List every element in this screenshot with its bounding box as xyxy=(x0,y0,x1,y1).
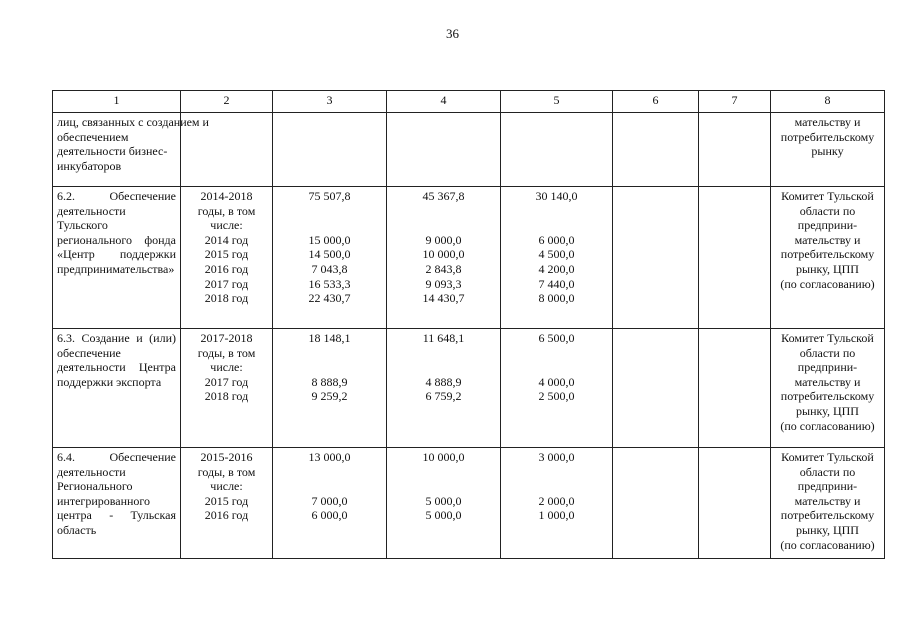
total-value: 18 148,1 xyxy=(308,331,351,345)
value-cell xyxy=(273,113,387,187)
value-cell xyxy=(387,113,501,187)
value-cell xyxy=(699,448,771,559)
year-label: 2016 год xyxy=(204,508,249,523)
activity-name-cell: 6.2. Обеспечение деятельности Тульского регионального фонда «Центр поддержки предпринимательства» xyxy=(53,187,181,329)
year-value: 16 533,3 xyxy=(308,276,351,291)
value-cell xyxy=(699,187,771,329)
period-line: годы, в том xyxy=(197,345,256,360)
value-cell xyxy=(699,329,771,448)
year-value: 6 000,0 xyxy=(311,508,348,523)
column-header: 4 xyxy=(387,91,501,113)
executor-line: области по xyxy=(799,203,856,218)
year-value: 10 000,0 xyxy=(422,247,465,262)
year-label: 2015 год xyxy=(204,493,249,508)
executor-line: области по xyxy=(799,345,856,360)
executor-cell xyxy=(771,187,885,329)
value-cell xyxy=(613,187,699,329)
year-value: 4 500,0 xyxy=(538,247,575,262)
year-value: 14 430,7 xyxy=(422,291,465,306)
executor-line: (по согласованию) xyxy=(780,537,875,552)
page-number: 36 xyxy=(446,26,459,41)
column-header: 7 xyxy=(699,91,771,113)
period-line: числе: xyxy=(210,360,243,375)
year-value: 9 259,2 xyxy=(311,389,348,404)
year-label: 2017 год xyxy=(204,374,249,389)
year-value: 7 000,0 xyxy=(311,493,348,508)
year-value: 5 000,0 xyxy=(425,493,462,508)
year-label: 2015 год xyxy=(204,247,249,262)
year-label: 2018 год xyxy=(204,389,249,404)
value-cell xyxy=(501,187,613,329)
executor-line: предприни- xyxy=(797,479,858,494)
value-cell xyxy=(501,329,613,448)
year-value: 1 000,0 xyxy=(538,508,575,523)
year-value: 6 759,2 xyxy=(425,389,462,404)
year-value: 15 000,0 xyxy=(308,232,351,247)
year-value: 2 000,0 xyxy=(538,493,575,508)
executor-line: рынку, ЦПП xyxy=(796,522,859,537)
year-value: 6 000,0 xyxy=(538,232,575,247)
executor-line: Комитет Тульской xyxy=(781,450,874,464)
year-label: 2016 год xyxy=(204,261,249,276)
value-cell xyxy=(273,448,387,559)
executor-line: потребительскому xyxy=(780,389,875,404)
total-value: 30 140,0 xyxy=(535,189,578,203)
executor-line: предприни- xyxy=(797,360,858,375)
executor-line: (по согласованию) xyxy=(780,418,875,433)
activity-name-cell: 6.3. Создание и (или) обеспечение деятельности Центра поддержки экспорта xyxy=(53,329,181,448)
value-cell xyxy=(501,448,613,559)
period-cell xyxy=(181,187,273,329)
year-value: 4 000,0 xyxy=(538,374,575,389)
period-line: 2014-2018 xyxy=(200,189,253,203)
executor-cell xyxy=(771,113,885,187)
value-cell xyxy=(387,187,501,329)
year-value: 22 430,7 xyxy=(308,291,351,306)
executor-line: области по xyxy=(799,464,856,479)
executor-line: потребительскому xyxy=(780,129,875,144)
period-line: числе: xyxy=(210,218,243,233)
year-value: 4 200,0 xyxy=(538,261,575,276)
table-row xyxy=(53,329,885,448)
total-value: 10 000,0 xyxy=(422,450,465,464)
program-table xyxy=(52,90,885,559)
period-line: 2017-2018 xyxy=(200,331,253,345)
activity-name-line: инкубаторов xyxy=(57,158,122,173)
period-cell xyxy=(181,448,273,559)
total-value: 11 648,1 xyxy=(422,331,465,345)
year-value: 5 000,0 xyxy=(425,508,462,523)
value-cell xyxy=(273,187,387,329)
activity-name-line: лиц, связанных с созданием и xyxy=(57,115,209,129)
year-value: 7 440,0 xyxy=(538,276,575,291)
column-header: 1 xyxy=(53,91,181,113)
executor-line: потребительскому xyxy=(780,247,875,262)
column-header: 3 xyxy=(273,91,387,113)
total-value: 45 367,8 xyxy=(422,189,465,203)
executor-line: потребительскому xyxy=(780,508,875,523)
column-header: 6 xyxy=(613,91,699,113)
period-line: числе: xyxy=(210,479,243,494)
table-row xyxy=(53,187,885,329)
executor-cell xyxy=(771,448,885,559)
executor-line: мательству и xyxy=(794,374,861,389)
year-label: 2017 год xyxy=(204,276,249,291)
executor-line: Комитет Тульской xyxy=(781,189,874,203)
year-value: 4 888,9 xyxy=(425,374,462,389)
value-cell xyxy=(501,113,613,187)
column-header: 5 xyxy=(501,91,613,113)
activity-name-cell: 6.4. Обеспечение деятельности Регионального интегрированного центра - Тульская область xyxy=(53,448,181,559)
period-line: 2015-2016 xyxy=(200,450,253,464)
executor-line: (по согласованию) xyxy=(780,276,875,291)
year-value: 2 500,0 xyxy=(538,389,575,404)
value-cell xyxy=(387,329,501,448)
year-value: 8 000,0 xyxy=(538,291,575,306)
total-value: 3 000,0 xyxy=(538,450,575,464)
year-value: 7 043,8 xyxy=(311,261,348,276)
year-value: 9 000,0 xyxy=(425,232,462,247)
total-value: 6 500,0 xyxy=(538,331,575,345)
value-cell xyxy=(613,329,699,448)
value-cell xyxy=(387,448,501,559)
value-cell xyxy=(273,329,387,448)
executor-line: рынку, ЦПП xyxy=(796,403,859,418)
value-cell xyxy=(613,448,699,559)
period-line: годы, в том xyxy=(197,203,256,218)
period-cell xyxy=(181,329,273,448)
year-value: 14 500,0 xyxy=(308,247,351,262)
total-value: 13 000,0 xyxy=(308,450,351,464)
column-header: 8 xyxy=(771,91,885,113)
activity-name-line: деятельности бизнес- xyxy=(57,144,168,159)
header-row xyxy=(53,91,885,113)
executor-line: предприни- xyxy=(797,218,858,233)
period-line: годы, в том xyxy=(197,464,256,479)
table-row xyxy=(53,448,885,559)
total-value: 75 507,8 xyxy=(308,189,351,203)
activity-name-line: обеспечением xyxy=(57,129,129,144)
executor-cell xyxy=(771,329,885,448)
executor-line: Комитет Тульской xyxy=(781,331,874,345)
executor-line: мательству и xyxy=(794,232,861,247)
executor-line: мательству и xyxy=(794,493,861,508)
year-label: 2014 год xyxy=(204,232,249,247)
year-value: 9 093,3 xyxy=(425,276,462,291)
year-label: 2018 год xyxy=(204,291,249,306)
year-value: 2 843,8 xyxy=(425,261,462,276)
table-row xyxy=(53,113,885,187)
executor-line: мательству и xyxy=(794,115,861,129)
value-cell xyxy=(699,113,771,187)
value-cell xyxy=(613,113,699,187)
year-value: 8 888,9 xyxy=(311,374,348,389)
activity-name-cell xyxy=(53,113,209,187)
executor-line: рынку, ЦПП xyxy=(796,261,859,276)
executor-line: рынку xyxy=(811,144,844,159)
column-header: 2 xyxy=(181,91,273,113)
